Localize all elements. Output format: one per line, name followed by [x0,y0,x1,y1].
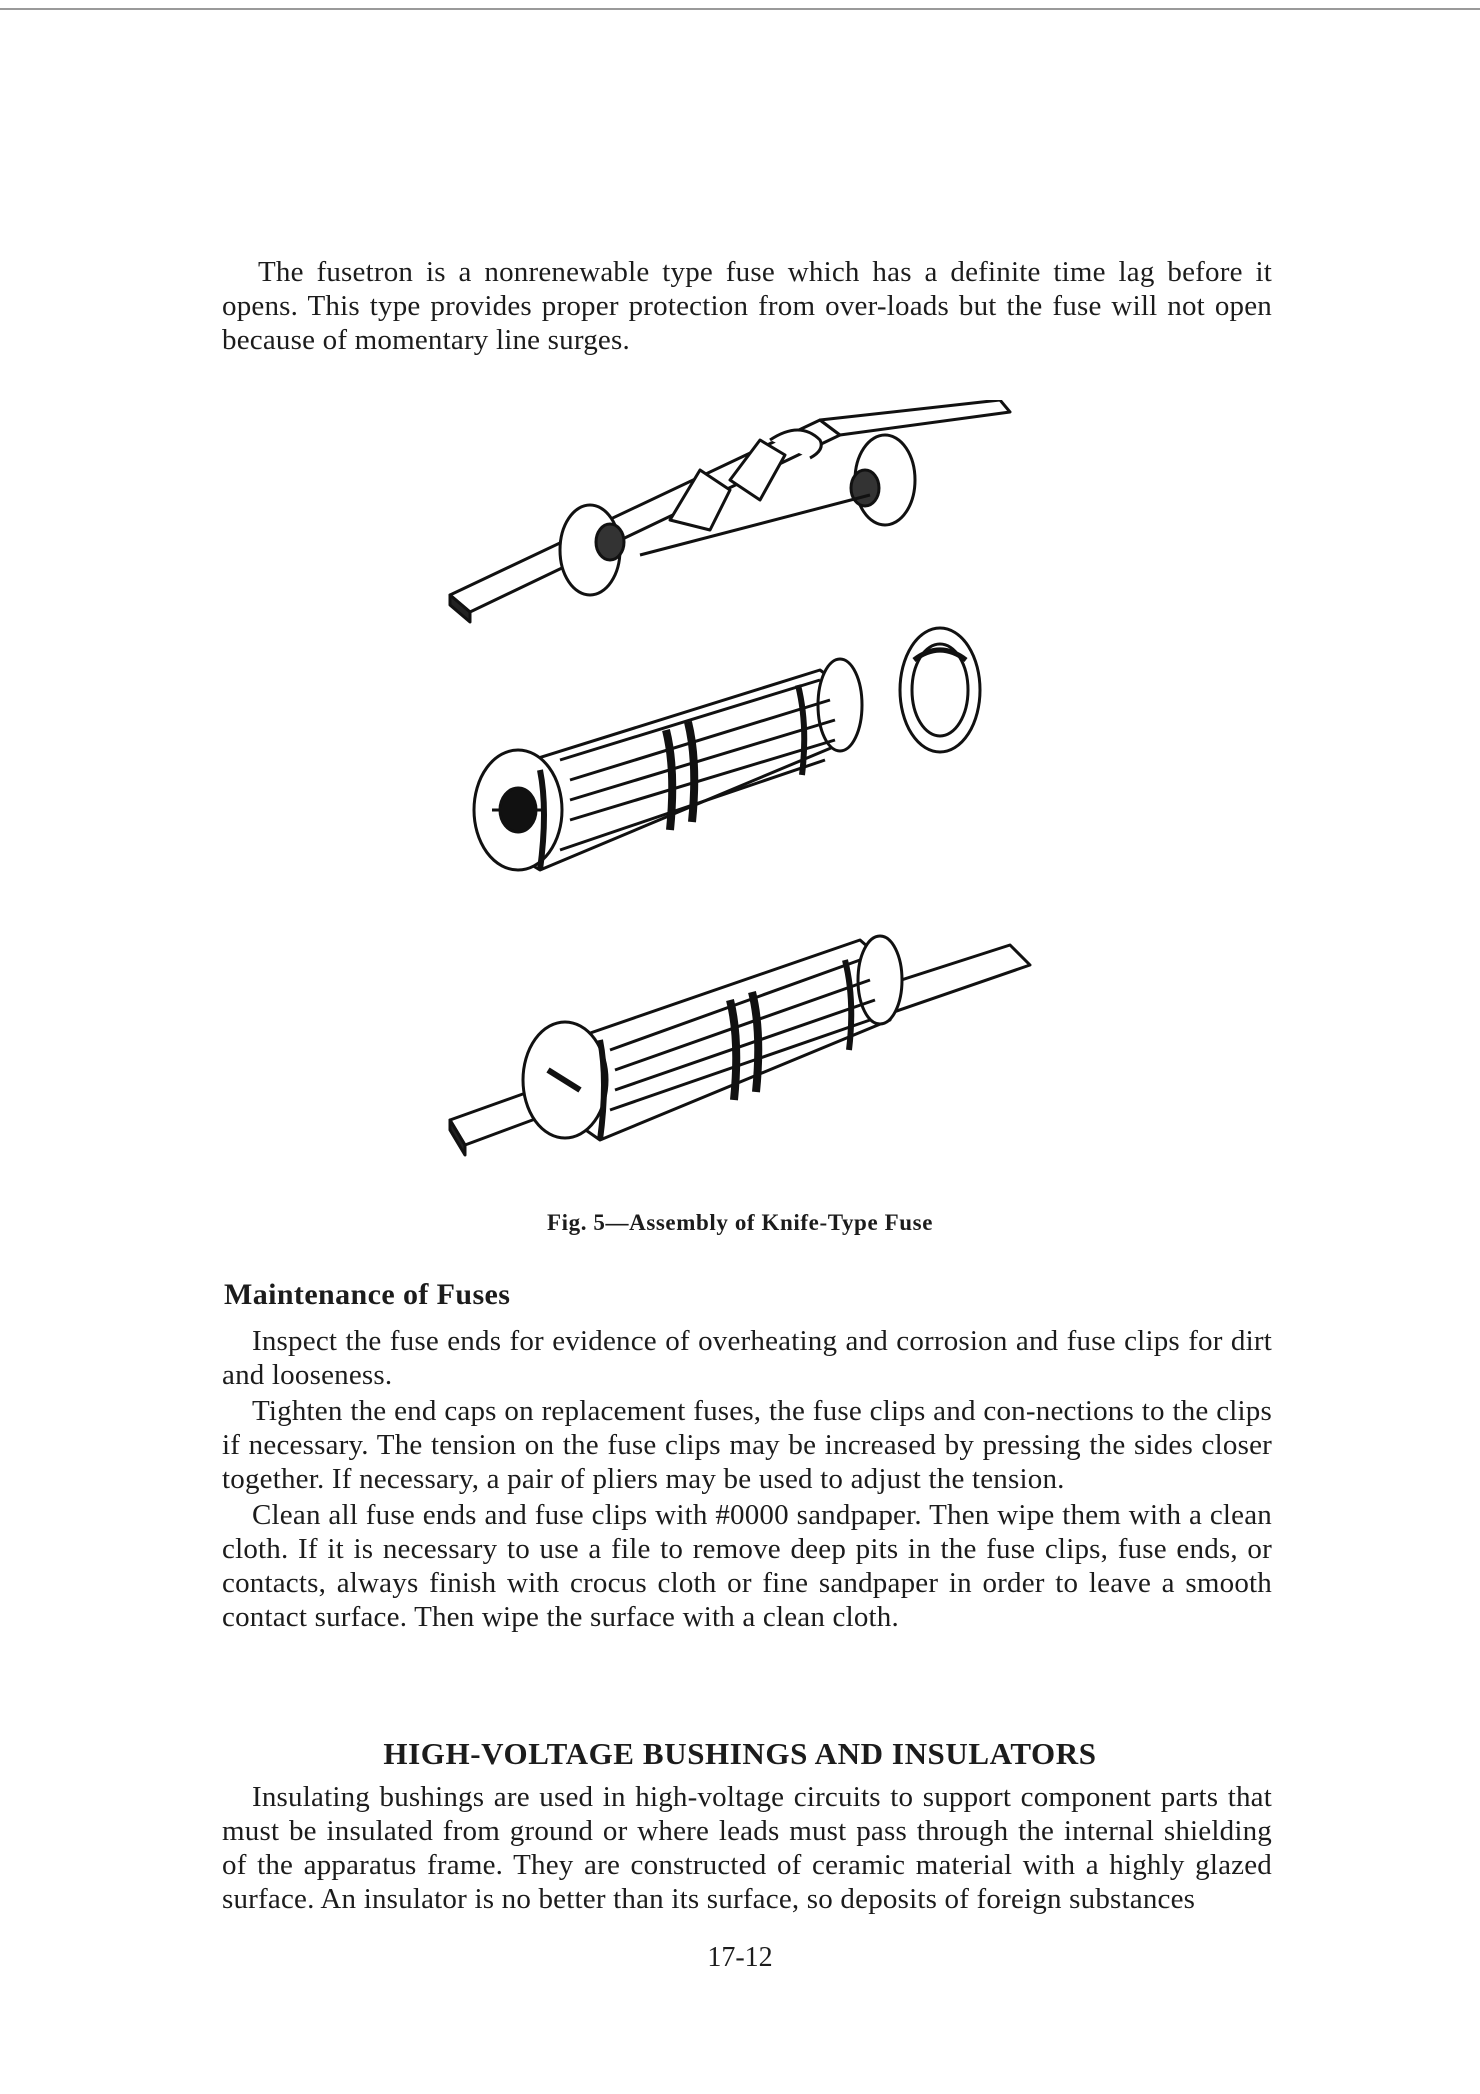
section-heading: HIGH-VOLTAGE BUSHINGS AND INSULATORS [383,1736,1097,1771]
high-voltage-paragraph: Insulating bushings are used in high-voltage circuits to support component parts that must be insulated from ground or where leads must pass through the internal shielding of the apparatus frame. They are constructed of ceramic material with a highly glazed surface. An insulator is no better than its surface, so deposits of foreign substances [222,1781,1272,1915]
maintenance-heading: Maintenance of Fuses [224,1278,511,1311]
page-number: 17-12 [707,1942,773,1973]
figure-caption: Fig. 5—Assembly of Knife-Type Fuse [546,1210,934,1235]
maintenance-paragraph: Tighten the end caps on replacement fuses, the fuse clips and con-nections to the clips if necessary. The tension on the fuse clips may be increased by pressing the sides closer together. If necessary, a pair of pliers may be used to adjust the tension. [222,1395,1272,1495]
fuse-cartridge-drawing [474,628,980,870]
maintenance-paragraph: Clean all fuse ends and fuse clips with #0000 sandpaper. Then wipe them with a clean cloth. If it is necessary to use a file to remove deep pits in the fuse clips, fuse ends, or contacts, always finish with crocus cloth or fine sandpaper in order to leave a smooth contact surface. Then wipe the surface with a clean cloth. [222,1499,1272,1633]
intro-paragraph: The fusetron is a nonrenewable type fuse which has a definite time lag before it opens. This type provides proper protection from over-loads but the fuse will not open because of momentary line surges. [222,256,1272,356]
maintenance-paragraph: Inspect the fuse ends for evidence of overheating and corrosion and fuse clips for dirt and looseness. [222,1325,1272,1391]
high-voltage-body [222,1780,1272,1916]
fuse-assembly-figure [440,400,1060,1200]
assembled-fuse-drawing [450,936,1030,1155]
maintenance-body [222,1324,1272,1634]
fuse-clip-base-drawing [450,400,1010,622]
